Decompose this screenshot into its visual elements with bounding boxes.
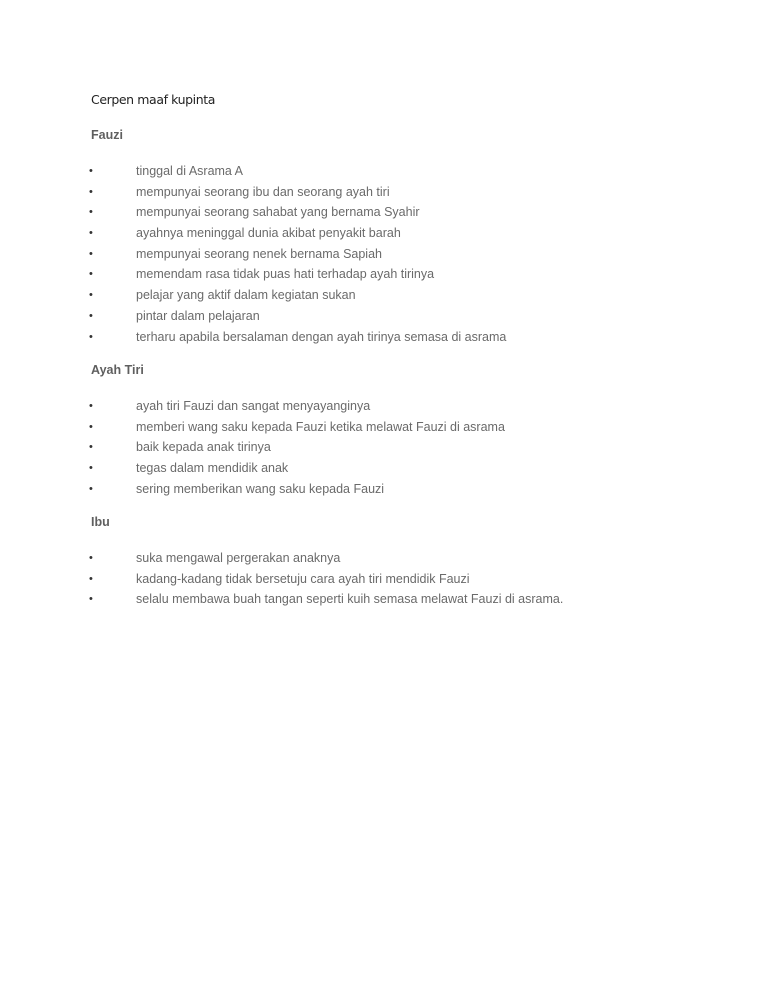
list-item-text: mempunyai seorang sahabat yang bernama Syahir bbox=[136, 205, 420, 220]
list-item-text: suka mengawal pergerakan anaknya bbox=[136, 551, 341, 565]
list-item-text: kadang-kadang tidak bersetuju cara ayah tiri mendidik Fauzi bbox=[136, 571, 470, 586]
bullet-icon: • bbox=[89, 268, 93, 281]
list-item-text: terharu apabila bersalaman dengan ayah tirinya semasa di asrama bbox=[136, 329, 507, 344]
section-heading-ayah-tiri: Ayah Tiri bbox=[91, 363, 144, 377]
section-heading-fauzi: Fauzi bbox=[91, 128, 123, 142]
bullet-icon: • bbox=[89, 289, 93, 302]
list-item-text: tinggal di Asrama A bbox=[136, 164, 244, 178]
document-title: Cerpen maaf kupinta bbox=[91, 92, 216, 107]
section-heading-ibu: Ibu bbox=[91, 515, 110, 529]
bullet-icon: • bbox=[89, 400, 93, 412]
list-item-text: tegas dalam mendidik anak bbox=[136, 461, 289, 476]
list-item-text: sering memberikan wang saku kepada Fauzi bbox=[136, 481, 385, 496]
bullet-icon: • bbox=[89, 165, 93, 177]
list-item-text: memberi wang saku kepada Fauzi ketika melawat Fauzi di asrama bbox=[136, 419, 505, 434]
list-item-text: mempunyai seorang nenek bernama Sapiah bbox=[136, 246, 382, 261]
bullet-icon: • bbox=[89, 552, 93, 564]
bullet-icon: • bbox=[89, 309, 93, 322]
bullet-icon: • bbox=[89, 227, 93, 240]
list-item-text: ayahnya meninggal dunia akibat penyakit barah bbox=[136, 226, 401, 241]
bullet-icon: • bbox=[89, 330, 93, 343]
bullet-icon: • bbox=[89, 462, 93, 475]
bullet-icon: • bbox=[89, 441, 93, 454]
bullet-icon: • bbox=[89, 247, 93, 260]
list-item-text: pelajar yang aktif dalam kegiatan sukan bbox=[136, 288, 356, 303]
bullet-icon: • bbox=[89, 572, 93, 585]
list-item-text: memendam rasa tidak puas hati terhadap ayah tirinya bbox=[136, 267, 435, 282]
bullet-icon: • bbox=[89, 420, 93, 433]
bullet-icon: • bbox=[89, 593, 93, 606]
list-item-text: baik kepada anak tirinya bbox=[136, 440, 271, 455]
list-item-text: mempunyai seorang ibu dan seorang ayah tiri bbox=[136, 184, 390, 199]
bullet-icon: • bbox=[89, 482, 93, 495]
list-item-text: pintar dalam pelajaran bbox=[136, 308, 260, 323]
list-item-text: ayah tiri Fauzi dan sangat menyayanginya bbox=[136, 399, 371, 413]
list-item-text: selalu membawa buah tangan seperti kuih semasa melawat Fauzi di asrama. bbox=[136, 592, 564, 607]
bullet-icon: • bbox=[89, 185, 93, 198]
bullet-icon: • bbox=[89, 206, 93, 219]
